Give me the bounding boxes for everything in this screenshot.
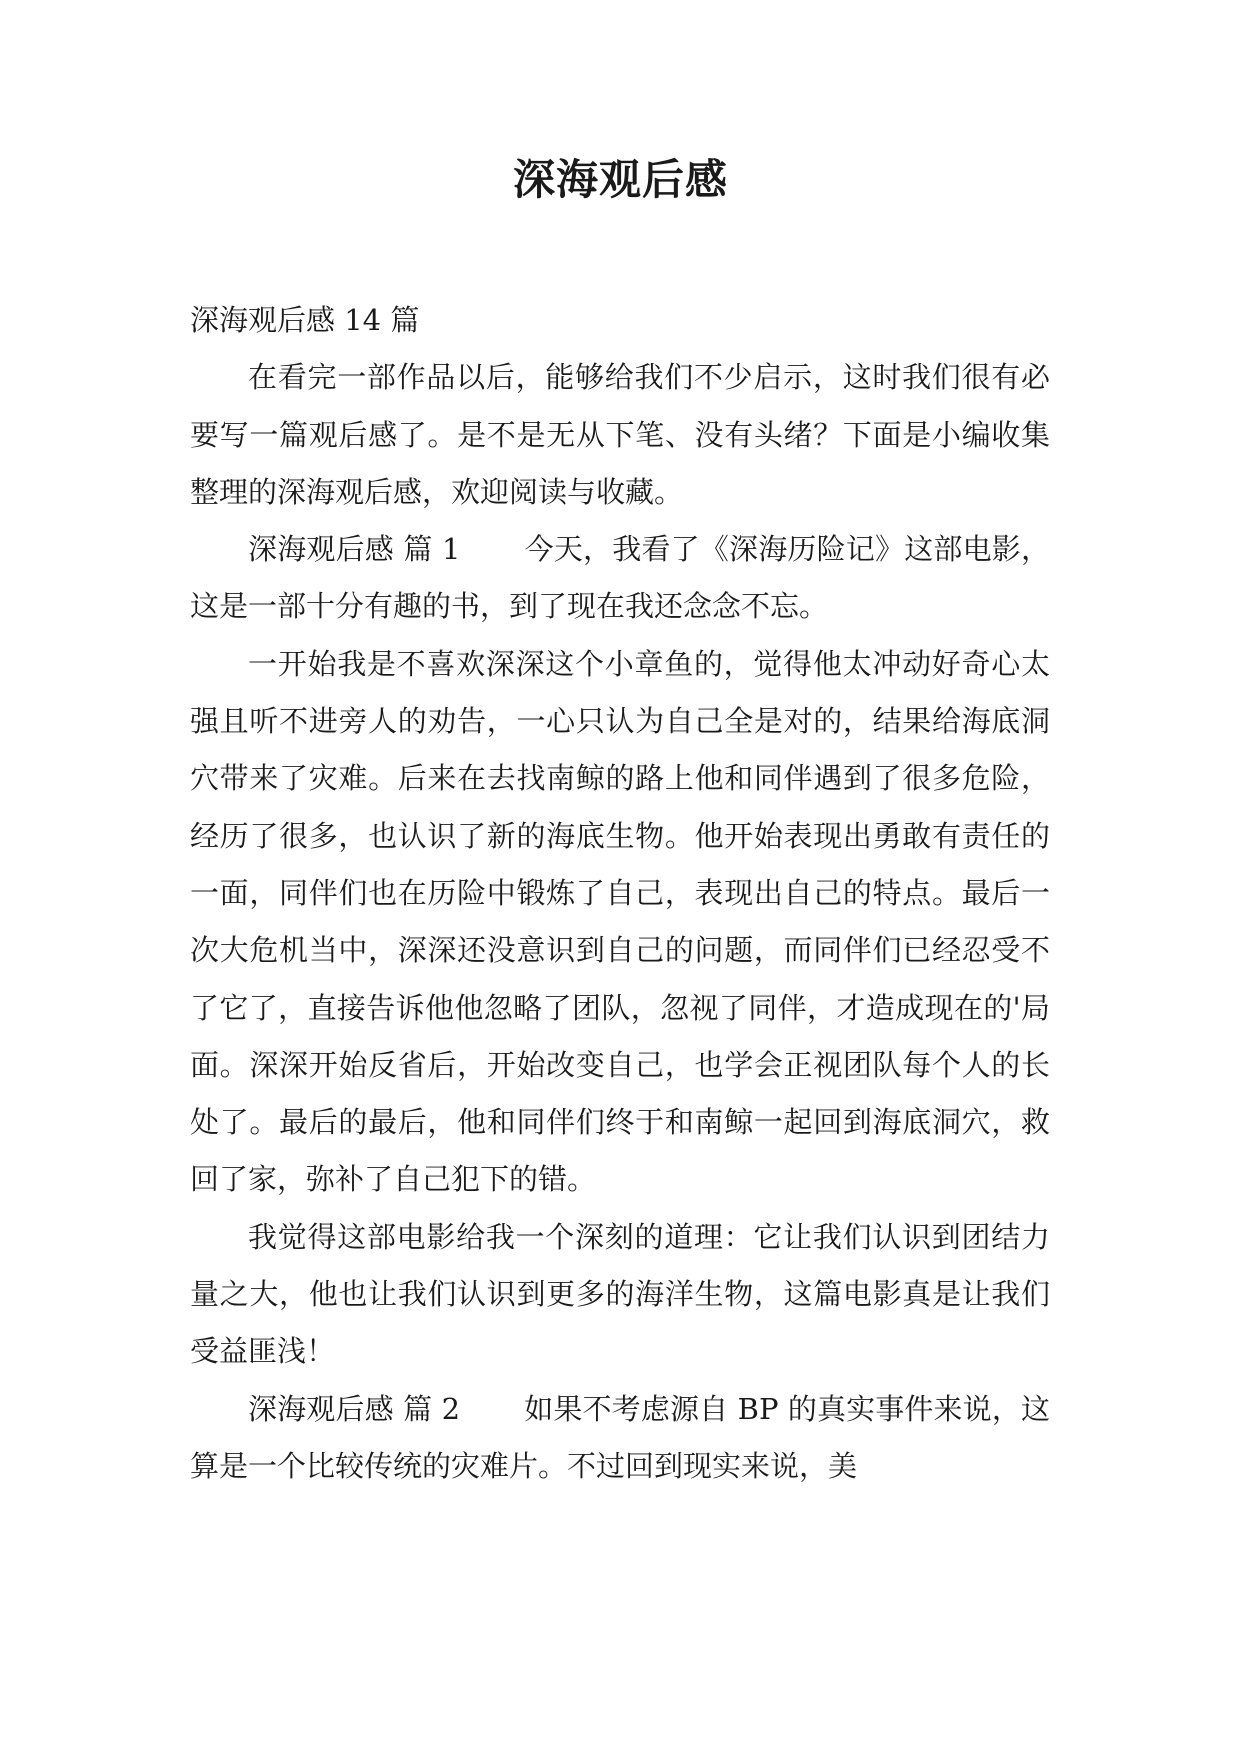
section-1-lead: 今天，我看了《深海历险记》这部电影，这是一部十分有趣的书，到了现在我还念念不忘。 (190, 532, 1050, 624)
document-body (190, 292, 1050, 1495)
document-subtitle: 深海观后感 14 篇 (190, 303, 420, 337)
section-1-paragraph: 一开始我是不喜欢深深这个小章鱼的，觉得他太冲动好奇心太强且听不进旁人的劝告，一心只认为自己全是对的，结果给海底洞穴带来了灾难。后来在去找南鲸的路上他和同伴遇到了很多危险，经历了很多，也认识了新的海底生物。他开始表现出勇敢有责任的一面，同伴们也在历险中锻炼了自己，表现出自己的特点。最后一次大危机当中，深深还没意识到自己的问题，而同伴们已经忍受不了它了，直接告诉他他忽略了团队，忽视了同伴，才造成现在的'局面。深深开始反省后，开始改变自己，也学会正视团队每个人的长处了。最后的最后，他和同伴们终于和南鲸一起回到海底洞穴，救回了家，弥补了自己犯下的错。 (190, 646, 1050, 1197)
intro-paragraph: 在看完一部作品以后，能够给我们不少启示，这时我们很有必要写一篇观后感了。是不是无从下笔、没有头绪？下面是小编收集整理的深海观后感，欢迎阅读与收藏。 (190, 360, 1050, 509)
section-1-heading: 深海观后感 篇 1 (248, 532, 461, 567)
document-title: 深海观后感 (512, 155, 728, 204)
section-2-heading: 深海观后感 篇 2 (248, 1391, 461, 1426)
section-1-opening (190, 521, 1050, 636)
section-2-opening (190, 1381, 1050, 1496)
section-1-paragraph: 我觉得这部电影给我一个深刻的道理：它让我们认识到团结力量之大，他也让我们认识到更多的海洋生物，这篇电影真是让我们受益匪浅！ (190, 1219, 1050, 1369)
section-2-lead: 如果不考虑源自 BP 的真实事件来说，这算是一个比较传统的灾难片。不过回到现实来说，美 (190, 1391, 1051, 1483)
